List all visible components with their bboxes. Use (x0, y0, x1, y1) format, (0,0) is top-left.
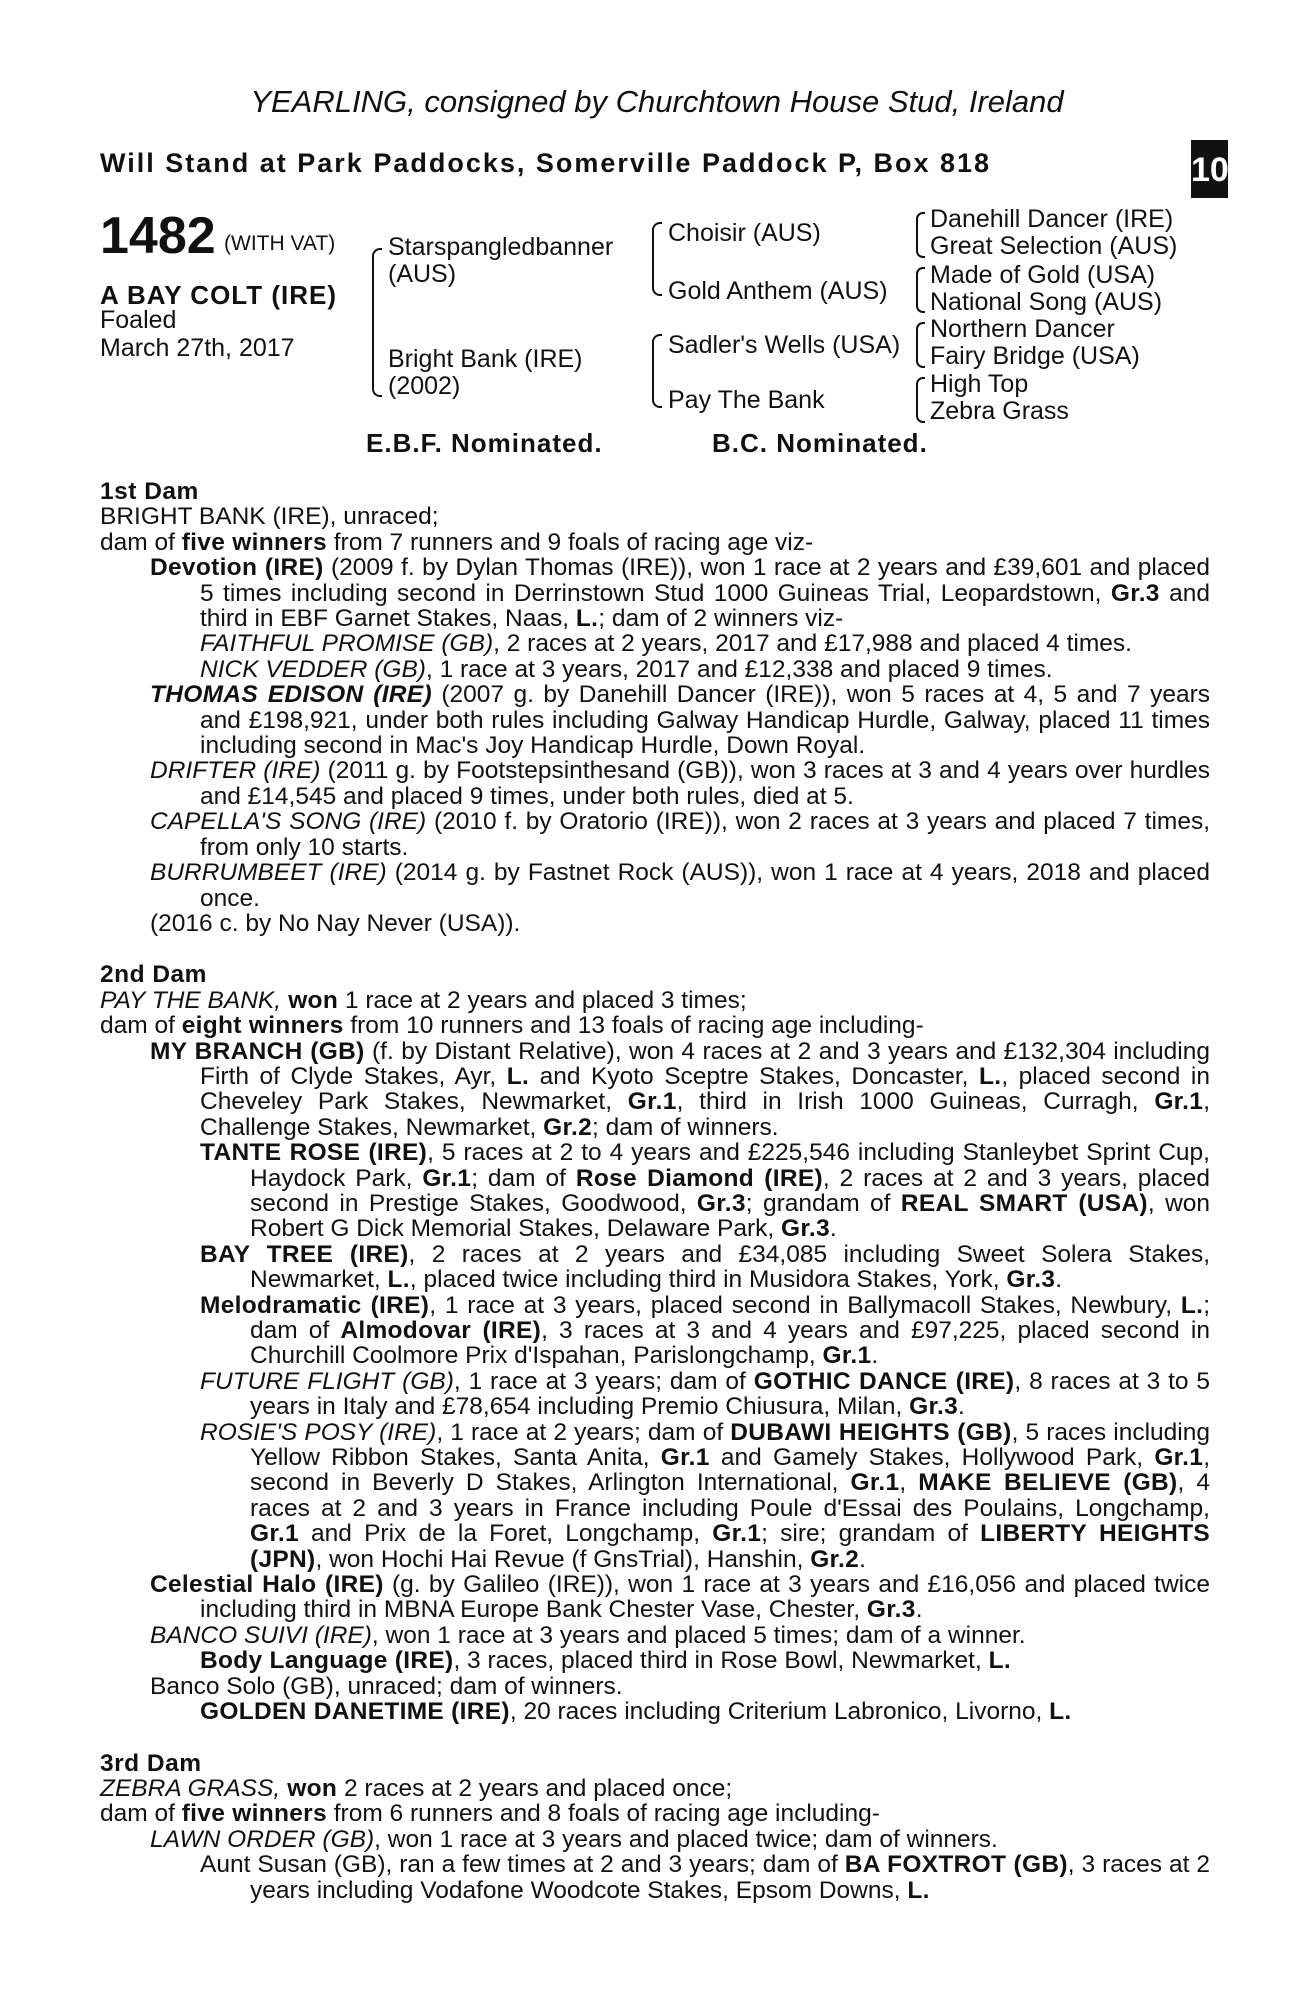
ped-g1: Danehill Dancer (IRE) (930, 205, 1174, 233)
golden-danetime-name: GOLDEN DANETIME (IRE) (200, 1698, 510, 1726)
brace-3 (652, 334, 662, 408)
second-dam-summary (100, 1013, 1210, 1038)
second-dam-summary-a: dam of (100, 1012, 182, 1040)
drifter-name: DRIFTER (IRE) (150, 757, 321, 785)
devotion-text: (2009 f. by Dylan Thomas (IRE)), won 1 race at 2 years and £39,601 and placed 5 times including second in Derrinstown Stud 1000 Guineas Trial, Leopardstown, (200, 554, 1210, 607)
ped-dam-dam: Pay The Bank (668, 386, 825, 414)
progeny-devotion (150, 555, 1210, 631)
rosies-posy-text-4: , second in Beverly D Stakes, Arlington International, (250, 1444, 1210, 1497)
future-flight-text-2: , 8 races at 3 to 5 years in Italy and £78,654 including Premio Chiusura, Milan, (250, 1367, 1211, 1421)
first-dam-summary (100, 530, 1210, 555)
tante-rose-text: , 5 races at 2 to 4 years and £225,546 including Stanleybet Sprint Cup, Haydock Park, (250, 1139, 1210, 1192)
progeny-2016-colt: (2016 c. by No Nay Never (USA)). (150, 909, 521, 937)
melodramatic-text: , 1 race at 3 years, placed second in Ballymacoll Stakes, Newbury, (429, 1291, 1181, 1319)
brace-4 (916, 212, 925, 258)
my-branch-g2: Gr.2 (543, 1113, 593, 1141)
my-branch-g1b: Gr.1 (1154, 1088, 1204, 1116)
ebf-nominated: E.B.F. Nominated. (366, 428, 603, 458)
ped-g7: High Top (930, 370, 1029, 398)
second-dam-horse: PAY THE BANK, (100, 986, 282, 1014)
ped-sire-country: (AUS) (388, 260, 457, 288)
lot-number: 1482 (100, 207, 216, 265)
third-dam-won: won (280, 1774, 338, 1802)
my-branch-g1: Gr.1 (627, 1088, 677, 1116)
tante-rose-text-4: ; grandam of (745, 1189, 901, 1217)
devotion-grade: Gr.3 (1110, 579, 1160, 607)
devotion-text-3: ; dam of 2 winners viz- (598, 605, 844, 633)
devotion-text-2: and third in EBF Garnet Stakes, Naas, (200, 579, 1210, 633)
celestial-halo-text: (g. by Galileo (IRE)), won 1 race at 3 years and £16,056 and placed twice including third in MBNA Europe Bank Chester Vase, Chester, (200, 1571, 1210, 1624)
rosies-posy-text-9: , won Hochi Hai Revue (f GnsTrial), Hanshin, (315, 1545, 811, 1573)
rosies-posy-name: ROSIE'S POSY (IRE) (200, 1418, 437, 1446)
melodramatic-text-4: . (871, 1342, 879, 1370)
progeny-celestial-halo (150, 1572, 1210, 1623)
brace-6 (916, 322, 925, 368)
rosies-posy-g1a: Gr.1 (660, 1444, 710, 1472)
progeny-lawn-order (150, 1827, 1210, 1852)
progeny-melodramatic (200, 1293, 1210, 1369)
ped-sire-sire: Choisir (AUS) (668, 219, 821, 247)
liberty-heights-name: LIBERTY HEIGHTS (JPN) (250, 1520, 1211, 1573)
aunt-susan-listed: L. (907, 1876, 930, 1904)
tante-rose-text-6: . (829, 1215, 837, 1243)
bay-tree-text-3: . (1055, 1266, 1063, 1294)
my-branch-text-6: ; dam of winners. (592, 1113, 779, 1141)
rose-diamond-name: Rose Diamond (IRE) (575, 1164, 823, 1192)
vat-label: (WITH VAT) (224, 232, 336, 255)
spacer-2 (100, 1725, 1210, 1751)
progeny-aunt-susan (200, 1852, 1210, 1903)
thomas-edison-text: (2007 g. by Danehill Dancer (IRE)), won 5 races at 4, 5 and 7 years and £198,921, under both rules including Galway Handicap Hurdle, Galway, placed 11 times including second in Mac's Joy Handicap Hurdle, Down Royal. (200, 681, 1210, 760)
golden-danetime-listed: L. (1049, 1698, 1072, 1726)
bay-tree-text: , 2 races at 2 years and £34,085 including Sweet Solera Stakes, Newmarket, (250, 1240, 1211, 1294)
progeny-burrumbeet (150, 860, 1210, 911)
foaled-label: Foaled (100, 306, 177, 334)
body-language-name: Body Language (IRE) (200, 1647, 454, 1675)
nick-vedder-name: NICK VEDDER (GB) (200, 655, 426, 683)
progeny-rosies-posy (200, 1420, 1210, 1572)
tante-rose-text-5: , won Robert G Dick Memorial Stakes, Delaware Park, (250, 1189, 1211, 1243)
catalogue-body (100, 479, 1210, 1903)
rosies-posy-g1c: Gr.1 (850, 1469, 900, 1497)
my-branch-text-4: , third in Irish 1000 Guineas, Curragh, (676, 1088, 1155, 1116)
third-dam-heading: 3rd Dam (100, 1749, 202, 1777)
banco-suivi-name: BANCO SUIVI (IRE) (150, 1621, 372, 1649)
first-dam-name: BRIGHT BANK (IRE), unraced; (100, 503, 439, 531)
future-flight-g3: Gr.3 (909, 1393, 959, 1421)
burrumbeet-text: (2014 g. by Fastnet Rock (AUS)), won 1 race at 4 years, 2018 and placed once. (200, 859, 1211, 912)
celestial-halo-name: Celestial Halo (IRE) (150, 1571, 384, 1599)
melodramatic-text-3: , 3 races at 3 and 4 years and £97,225, placed second in Churchill Coolmore Prix d'Ispahan, Parislongchamp, (250, 1317, 1210, 1370)
first-dam-summary-a: dam of (100, 528, 182, 556)
brace-2 (652, 222, 662, 296)
third-dam-horse: ZEBRA GRASS, (100, 1774, 281, 1802)
third-dam-record: 2 races at 2 years and placed once; (337, 1774, 733, 1802)
progeny-my-branch (150, 1039, 1210, 1141)
devotion-name: Devotion (IRE) (150, 554, 324, 582)
third-dam-summary (100, 1801, 1210, 1826)
tante-rose-g3b: Gr.3 (781, 1215, 830, 1243)
tante-rose-text-3: , 2 races at 2 and 3 years, placed second in Prestige Stakes, Goodwood, (250, 1164, 1210, 1217)
future-flight-text: , 1 race at 3 years; dam of (453, 1367, 754, 1395)
my-branch-l2: L. (978, 1062, 1002, 1090)
body-language-listed: L. (988, 1647, 1011, 1675)
lot-badge (1191, 123, 1229, 198)
rosies-posy-text-3: and Gamely Stakes, Hollywood Park, (709, 1444, 1155, 1472)
consignment-line: YEARLING, consigned by Churchtown House Stud, Ireland (250, 84, 1064, 119)
third-dam-winners: five winners (181, 1800, 327, 1828)
my-branch-text-5: , Challenge Stakes, Newmarket, (200, 1088, 1210, 1141)
ped-g2: Great Selection (AUS) (930, 232, 1178, 260)
real-smart-name: REAL SMART (USA) (900, 1189, 1148, 1217)
ped-g6: Fairy Bridge (USA) (930, 342, 1140, 370)
second-dam-winners: eight winners (181, 1012, 344, 1040)
ped-dam-year: (2002) (388, 372, 461, 400)
ped-g3: Made of Gold (USA) (930, 261, 1156, 289)
second-dam-name (100, 988, 1210, 1013)
badge-number: 10 (1191, 151, 1229, 189)
aunt-susan-text: Aunt Susan (GB), ran a few times at 2 and 3 years; dam of (200, 1851, 845, 1879)
brace-5 (916, 267, 925, 313)
ped-g8: Zebra Grass (930, 397, 1069, 425)
capellas-song-name: CAPELLA'S SONG (IRE) (150, 808, 427, 836)
second-dam-record: 1 race at 2 years and placed 3 times; (338, 986, 747, 1014)
horse-title: A BAY COLT (IRE) (100, 280, 338, 310)
progeny-drifter (150, 758, 1210, 809)
badge-plus: + (1194, 123, 1204, 140)
ba-foxtrot-name: BA FOXTROT (GB) (844, 1851, 1068, 1879)
nick-vedder-text: , 1 race at 3 years, 2017 and £12,338 and placed 9 times. (425, 655, 1053, 683)
third-dam-summary-a: dam of (100, 1800, 182, 1828)
tante-rose-text-2: ; dam of (471, 1164, 576, 1192)
progeny-thomas-edison (150, 682, 1210, 758)
first-dam-heading: 1st Dam (100, 478, 199, 505)
melodramatic-g1: Gr.1 (822, 1342, 872, 1370)
bay-tree-g3: Gr.3 (1006, 1266, 1056, 1294)
bay-tree-name: BAY TREE (IRE) (200, 1240, 409, 1268)
first-dam-winners: five winners (181, 528, 327, 556)
rosies-posy-text-7: and Prix de la Foret, Longchamp, (298, 1520, 713, 1548)
bc-nominated: B.C. Nominated. (712, 428, 928, 458)
tante-rose-g1: Gr.1 (422, 1164, 472, 1192)
progeny-bay-tree (200, 1242, 1210, 1293)
rosies-posy-g1b: Gr.1 (1154, 1444, 1204, 1472)
progeny-banco-suivi (150, 1623, 1210, 1648)
progeny-golden-danetime (200, 1699, 1210, 1724)
melodramatic-listed: L. (1180, 1291, 1204, 1319)
celestial-halo-text-2: . (915, 1596, 923, 1624)
ped-g5: Northern Dancer (930, 315, 1115, 343)
ped-dam-sire: Sadler's Wells (USA) (668, 331, 901, 359)
tante-rose-g3: Gr.3 (696, 1189, 746, 1217)
spacer (100, 936, 1210, 962)
banco-suivi-text: , won 1 race at 3 years and placed 5 times; dam of a winner. (371, 1621, 1026, 1649)
melodramatic-name: Melodramatic (IRE) (200, 1291, 430, 1319)
rosies-posy-g1d: Gr.1 (250, 1520, 299, 1548)
my-branch-text: (f. by Distant Relative), won 4 races at 2 and 3 years and £132,304 including Firth of Clyde Stakes, Ayr, (200, 1037, 1210, 1090)
devotion-listed: L. (575, 605, 599, 633)
my-branch-l1: L. (506, 1062, 530, 1090)
future-flight-text-3: . (958, 1393, 965, 1421)
ped-sire-dam: Gold Anthem (AUS) (668, 277, 888, 305)
brace-7 (916, 377, 925, 423)
almodovar-name: Almodovar (IRE) (340, 1317, 542, 1344)
rosies-posy-text-10: . (859, 1545, 866, 1573)
thomas-edison-name: THOMAS EDISON (IRE) (150, 681, 432, 709)
drifter-text: (2011 g. by Footstepsinthesand (GB)), won 3 races at 3 and 4 years over hurdles and £14,545 and placed 9 times, under both rules, died at 5. (200, 757, 1210, 810)
ped-dam: Bright Bank (IRE) (388, 345, 583, 373)
capellas-song-text: (2010 f. by Oratorio (IRE)), won 2 races at 3 years and placed 7 times, from only 10 starts. (200, 808, 1211, 861)
dubawi-heights-name: DUBAWI HEIGHTS (GB) (730, 1418, 1012, 1446)
make-believe-name: MAKE BELIEVE (GB) (918, 1469, 1178, 1497)
progeny-body-language (200, 1648, 1210, 1673)
brace-1 (372, 248, 382, 397)
future-flight-name: FUTURE FLIGHT (GB) (200, 1367, 454, 1395)
tante-rose-name: TANTE ROSE (IRE) (200, 1139, 428, 1167)
stand-location: Will Stand at Park Paddocks, Somerville Paddock P, Box 818 (100, 148, 992, 178)
rosies-posy-g2: Gr.2 (810, 1545, 860, 1573)
rosies-posy-text: , 1 race at 2 years; dam of (436, 1418, 731, 1446)
ped-sire: Starspangledbanner (388, 233, 614, 261)
rosies-posy-text-5: , (899, 1469, 919, 1497)
progeny-banco-solo: Banco Solo (GB), unraced; dam of winners. (150, 1672, 623, 1700)
melodramatic-text-2: ; dam of (250, 1291, 1210, 1344)
aunt-susan-text-2: , 3 races at 2 years including Vodafone Woodcote Stakes, Epsom Downs, (250, 1851, 1210, 1904)
faithful-promise-text: , 2 races at 2 years, 2017 and £17,988 and placed 4 times. (493, 630, 1132, 658)
lawn-order-text: , won 1 race at 3 years and placed twice; dam of winners. (374, 1825, 998, 1853)
third-dam-summary-c: from 6 runners and 8 foals of racing age including- (326, 1800, 880, 1828)
first-dam-summary-c: from 7 runners and 9 foals of racing age viz- (326, 528, 814, 556)
gothic-dance-name: GOTHIC DANCE (IRE) (753, 1367, 1015, 1395)
burrumbeet-name: BURRUMBEET (IRE) (150, 859, 387, 887)
progeny-nick-vedder (200, 657, 1210, 682)
my-branch-text-3: , placed second in Cheveley Park Stakes, Newmarket, (200, 1062, 1210, 1116)
second-dam-summary-c: from 10 runners and 13 foals of racing age including- (343, 1012, 924, 1040)
foaled-info (100, 306, 295, 362)
second-dam-heading: 2nd Dam (100, 961, 207, 989)
my-branch-name: MY BRANCH (GB) (150, 1037, 365, 1065)
lawn-order-name: LAWN ORDER (GB) (150, 1825, 375, 1853)
progeny-capellas-song (150, 809, 1210, 860)
my-branch-text-2: and Kyoto Sceptre Stakes, Doncaster, (529, 1062, 979, 1090)
ped-g4: National Song (AUS) (930, 288, 1163, 316)
golden-danetime-text: , 20 races including Criterium Labronico, Livorno, (509, 1698, 1050, 1726)
body-language-text: , 3 races, placed third in Rose Bowl, Newmarket, (453, 1647, 989, 1675)
progeny-future-flight (200, 1369, 1210, 1420)
rosies-posy-text-8: ; sire; grandam of (761, 1520, 981, 1548)
progeny-tante-rose (200, 1140, 1210, 1242)
second-dam-won: won (281, 986, 339, 1014)
celestial-halo-g3: Gr.3 (866, 1596, 916, 1624)
bay-tree-listed: L. (387, 1266, 410, 1294)
bay-tree-text-2: , placed twice including third in Musidora Stakes, York, (409, 1266, 1007, 1294)
third-dam-name (100, 1776, 1210, 1801)
progeny-faithful-promise (200, 631, 1210, 656)
rosies-posy-g1e: Gr.1 (712, 1520, 762, 1548)
rosies-posy-text-2: , 5 races including Yellow Ribbon Stakes, Santa Anita, (250, 1418, 1210, 1472)
rosies-posy-text-6: , 4 races at 2 and 3 years in France including Poule d'Essai des Poulains, Longchamp, (250, 1469, 1210, 1522)
foaled-date: March 27th, 2017 (100, 334, 295, 362)
faithful-promise-name: FAITHFUL PROMISE (GB) (200, 630, 494, 658)
